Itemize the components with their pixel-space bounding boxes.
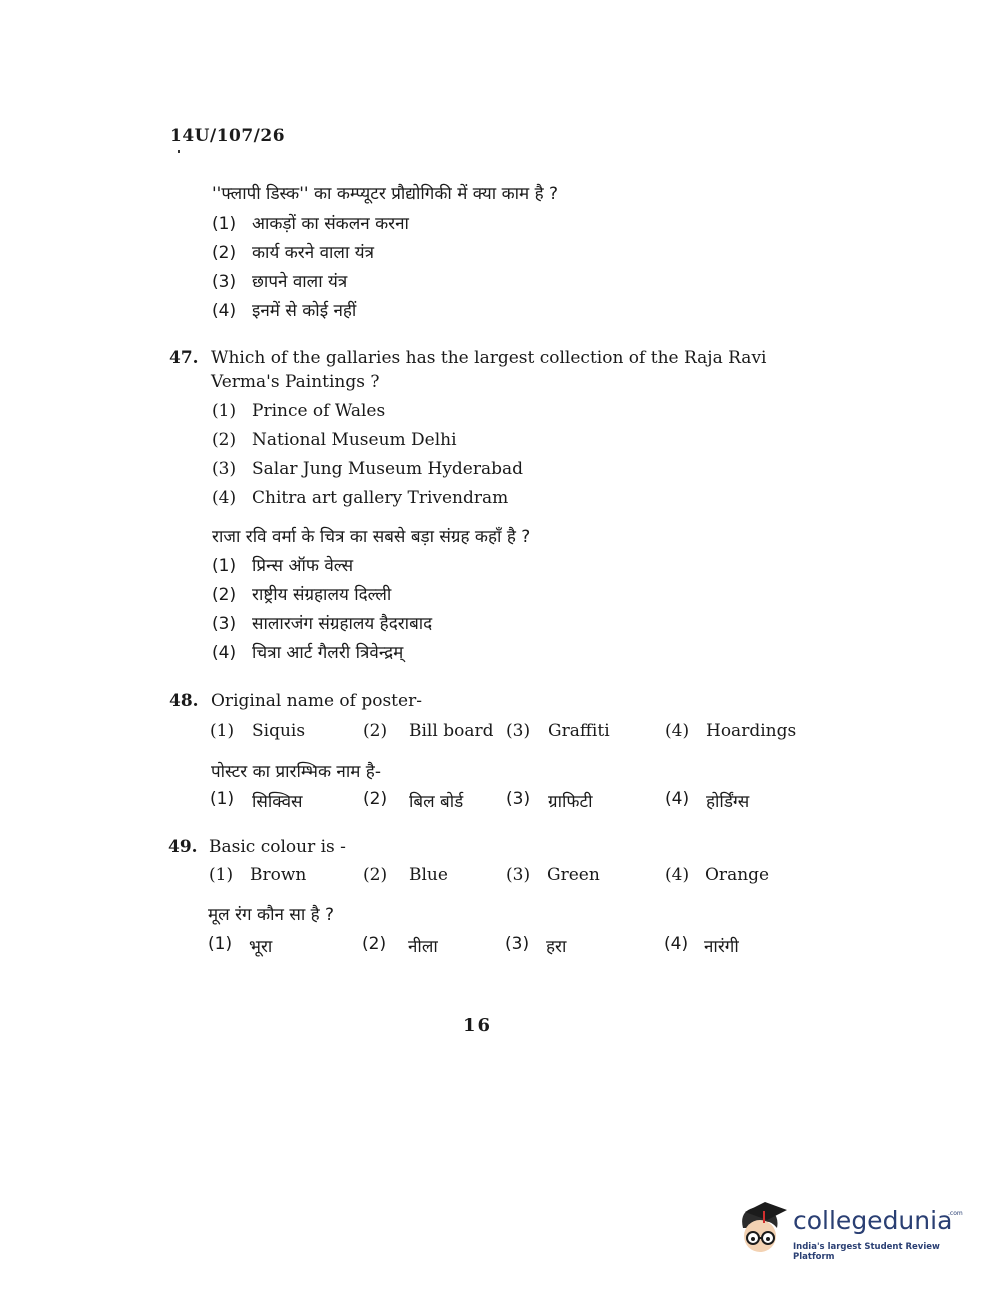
- q49-option-2: Blue: [409, 865, 448, 885]
- q47-number: 47.: [169, 348, 199, 368]
- q48-option-1-num: (1): [210, 721, 235, 741]
- q47-question-line-2: Verma's Paintings ?: [211, 372, 380, 392]
- q49-question: Basic colour is -: [209, 837, 346, 857]
- q48-number: 48.: [169, 691, 199, 711]
- q48-hi-question: पोस्टर का प्रारम्भिक नाम है-: [211, 762, 381, 782]
- q48-hi-option-4: होर्डिंग्स: [706, 792, 750, 812]
- q46-hi-option-1: (1) आकड़ों का संकलन करना: [212, 214, 409, 234]
- q48-option-1: Siquis: [252, 721, 306, 741]
- q49-hi-option-3: हरा: [546, 937, 567, 957]
- q47-hi-option-4: (4) चित्रा आर्ट गैलरी त्रिवेन्द्रम्: [212, 643, 404, 663]
- q49-hi-option-2-num: (2): [362, 934, 387, 954]
- paper-code: 14U/107/26: [170, 126, 286, 146]
- q48-hi-option-1: सिक्विस: [252, 792, 303, 812]
- q48-option-4-num: (4): [665, 721, 690, 741]
- q47-option-4: (4) Chitra art gallery Trivendram: [212, 488, 509, 508]
- q48-option-2: Bill board: [409, 721, 494, 741]
- q47-option-3: (3) Salar Jung Museum Hyderabad: [212, 459, 524, 479]
- q47-option-2: (2) National Museum Delhi: [212, 430, 457, 450]
- q46-hi-option-4: (4) इनमें से कोई नहीं: [212, 301, 357, 321]
- q47-hi-option-2: (2) राष्ट्रीय संग्रहालय दिल्ली: [212, 585, 392, 605]
- q46-hi-option-2: (2) कार्य करने वाला यंत्र: [212, 243, 375, 263]
- q49-option-4: Orange: [705, 865, 770, 885]
- q48-hi-option-3-num: (3): [506, 789, 531, 809]
- student-mascot-icon: [735, 1198, 791, 1258]
- q47-hi-option-3: (3) सालारजंग संग्रहालय हैदराबाद: [212, 614, 433, 634]
- q48-hi-option-4-num: (4): [665, 789, 690, 809]
- q47-question-line-1: Which of the gallaries has the largest collection of the Raja Ravi: [211, 348, 767, 368]
- logo-suffix: .com: [948, 1210, 963, 1217]
- q49-option-1: Brown: [250, 865, 307, 885]
- q49-number: 49.: [168, 837, 198, 857]
- q49-hi-option-1: भूरा: [249, 937, 273, 957]
- page-number: 16: [463, 1015, 493, 1036]
- q47-hi-option-1: (1) प्रिन्स ऑफ वेल्स: [212, 556, 354, 576]
- logo-brand: collegedunia: [793, 1206, 953, 1235]
- mark: [178, 150, 180, 153]
- q46-hi-question: ''फ्लापी डिस्क'' का कम्प्यूटर प्रौद्योगिकी में क्या काम है ?: [212, 184, 559, 204]
- q48-hi-option-1-num: (1): [210, 789, 235, 809]
- q49-hi-option-4: नारंगी: [704, 937, 739, 957]
- logo-tagline: India's largest Student Review Platform: [793, 1242, 940, 1262]
- q49-hi-option-2: नीला: [408, 937, 438, 957]
- q48-option-4: Hoardings: [706, 721, 797, 741]
- q49-option-1-num: (1): [209, 865, 234, 885]
- q47-hi-question: राजा रवि वर्मा के चित्र का सबसे बड़ा संग्रह कहाँ है ?: [212, 527, 531, 547]
- q46-hi-option-3: (3) छापने वाला यंत्र: [212, 272, 348, 292]
- q49-option-3-num: (3): [506, 865, 531, 885]
- q48-option-2-num: (2): [363, 721, 388, 741]
- q48-option-3: Graffiti: [548, 721, 610, 741]
- q49-option-3: Green: [547, 865, 600, 885]
- q48-hi-option-2-num: (2): [363, 789, 388, 809]
- q48-hi-option-3: ग्राफिटी: [548, 792, 593, 812]
- collegedunia-logo: [735, 1198, 965, 1268]
- q49-option-2-num: (2): [363, 865, 388, 885]
- q47-option-1: (1) Prince of Wales: [212, 401, 386, 421]
- q49-hi-option-4-num: (4): [664, 934, 689, 954]
- q48-hi-option-2: बिल बोर्ड: [409, 792, 464, 812]
- q49-option-4-num: (4): [665, 865, 690, 885]
- q48-option-3-num: (3): [506, 721, 531, 741]
- q49-hi-option-1-num: (1): [208, 934, 233, 954]
- q49-hi-question: मूल रंग कौन सा है ?: [208, 905, 335, 925]
- q49-hi-option-3-num: (3): [505, 934, 530, 954]
- q48-question: Original name of poster-: [211, 691, 422, 711]
